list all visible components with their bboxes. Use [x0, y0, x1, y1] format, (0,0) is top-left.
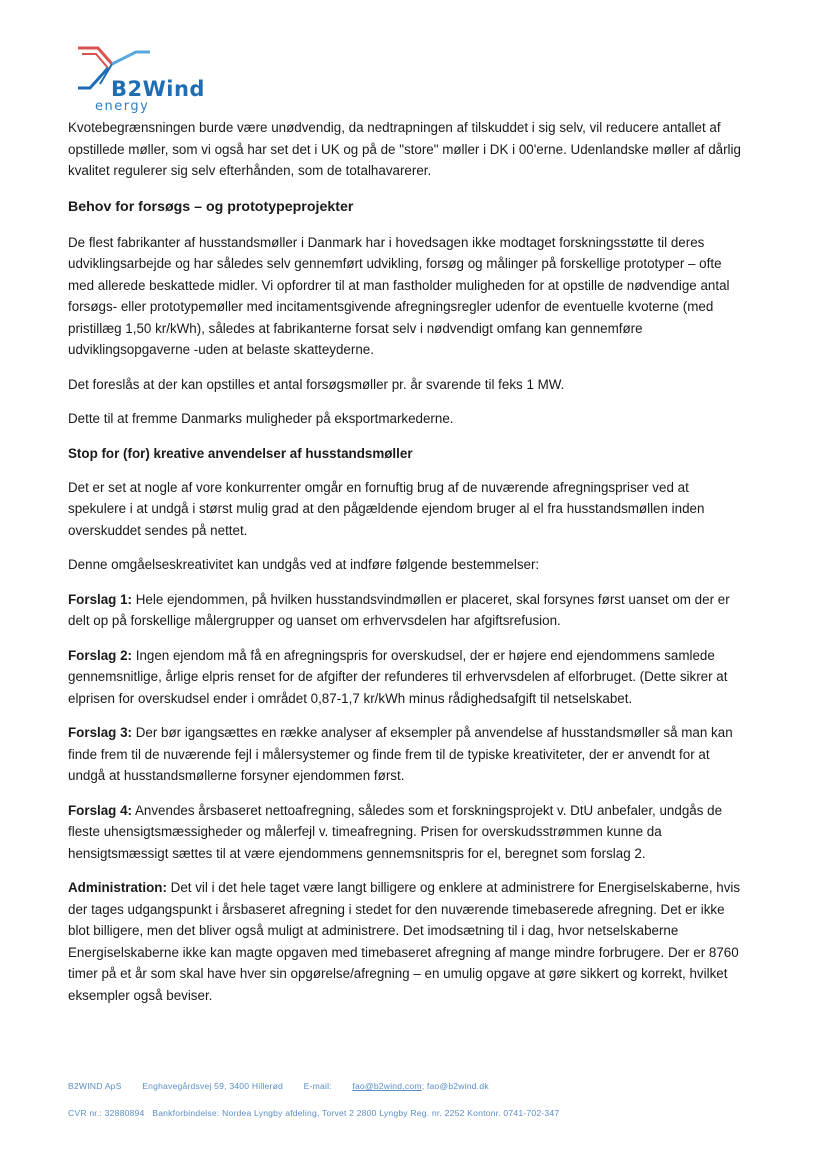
- forslag-1-text: Hele ejendommen, på hvilken husstandsvindmøllen er placeret, skal forsynes først uanset om der er delt op på forskellige målergrupper og uanset om erhvervsdelen har afgiftsrefusion.: [68, 591, 730, 628]
- prototype-paragraph-1: De flest fabrikanter af husstandsmøller i Danmark har i hovedsagen ikke modtaget forskningsstøtte til deres udviklingsarbejde og har således selv gennemført udvikling, forsøg og målinger på forskellige prototyper – ofte med allerede beskattede midler. Vi opfordrer til at man fastholder muligheden for at opstille de nødvendige antal forsøgs- eller prototypemøller med incitamentsgivende afregningsregler udenfor de eventuelle kvoterne (med pristillæg 1,50 kr/kWh), således at fabrikanterne forsat selv i nødvendigt omfang kan gennemføre udviklingsopgaverne -uden at belaste skatteyderne.: [68, 234, 730, 357]
- company-logo: [76, 44, 226, 116]
- prototype-paragraph-2: Det foreslås at der kan opstilles et antal forsøgsmøller pr. år svarende til feks 1 MW.: [68, 376, 565, 392]
- footer-email-label: E-mail:: [303, 1081, 332, 1091]
- administration-text: Det vil i det hele taget være langt billigere og enklere at administrere for Energiselskaberne, hvis der tages udgangspunkt i årsbaseret afregning i stedet for den nuværende timebaserede afregning. Det er ikke blot billigere, men det bliver også muligt at administrere. Det imodsætning til i dag, hvor netselskaberne Energiselskaberne ikke kan magte opgaven med timebaseret afregning af mange mindre forbrugere. Der er 8760 timer på et år som skal have hver sin opgørelse/afregning – en umulig opgave at gøre sikkert og korrekt, hvilket eksempler også beviser.: [68, 880, 741, 1003]
- footer-bank: Bankforbindelse: Nordea Lyngby afdeling, Torvet 2 2800 Lyngby Reg. nr. 2252 Kontonr. 0741-702-347: [152, 1108, 560, 1118]
- administration-label: Administration:: [68, 880, 167, 895]
- forslag-4-text: Anvendes årsbaseret nettoafregning, således som et forskningsprojekt v. DtU anbefaler, undgås de fleste uhensigtsmæssigheder og målerfejl v. timeafregning. Prisen for overskudsstrømmen kunne da hensigtsmæssigt sættes til at være ejendommens gennemsnitspris for el, beregnet som forslag 2.: [68, 802, 723, 861]
- forslag-1: [68, 589, 748, 632]
- logo-name: B2Wind: [111, 77, 205, 101]
- forslag-3-label: Forslag 3:: [68, 725, 132, 740]
- creative-use-paragraph-1: Det er set at nogle af vore konkurrenter omgår en fornuftig brug af de nuværende afregningspriser ved at spekulere i at undgå i størst mulig grad at den pågældende ejendom bruger al el fra husstandsmøllen inden overskuddet sendes på nettet.: [68, 479, 705, 538]
- section-heading-prototype: Behov for forsøgs – og prototypeprojekter: [68, 198, 354, 215]
- forslag-3: [68, 722, 748, 787]
- forslag-2: [68, 645, 748, 710]
- creative-use-paragraph-2: Denne omgåelseskreativitet kan undgås ved at indføre følgende bestemmelser:: [68, 557, 540, 572]
- section-heading-creative-use: Stop for (for) kreative anvendelser af husstandsmøller: [68, 445, 413, 461]
- intro-paragraph: Kvotebegrænsningen burde være unødvendig, da nedtrapningen af tilskuddet i sig selv, vil reducere antallet af opstillede møller, som vi også har set det i UK og på de "store" møller i DK i 00'erne. Udenlandske møller af dårlig kvalitet regulerer sig selv efterhånden, som de totalhavarerer.: [68, 120, 741, 178]
- forslag-2-text: Ingen ejendom må få en afregningspris for overskudsel, der er højere end ejendommens samlede gennemsnitlige, årlige elpris renset for de afgifter der refunderes til erhvervsdelen af elforbruget. (Dette sikrer at elprisen for overskudsel ender i området 0,87-1,7 kr/kWh minus rådighedsafgift til netselskabet.: [68, 647, 728, 706]
- forslag-3-text: Der bør igangsættes en række analyser af eksempler på anvendelse af husstandsmøller så man kan finde frem til de nuværende fejl i målersystemer og finde frem til de typiske kreativiteter, der er anvendt for at undgå at husstandsmøllerne forsyner ejendommen først.: [68, 725, 733, 783]
- prototype-paragraph-3: Dette til at fremme Danmarks muligheder på eksportmarkederne.: [68, 411, 454, 426]
- forslag-2-label: Forslag 2:: [68, 647, 132, 663]
- forslag-4: [68, 800, 748, 865]
- footer-contact-line: [68, 1081, 768, 1091]
- footer-email-link[interactable]: fao@b2wind.com: [352, 1081, 422, 1091]
- footer-cvr: CVR nr.: 32880894: [68, 1108, 145, 1118]
- document-body: [68, 117, 748, 1019]
- logo-subtitle: energy: [95, 99, 150, 114]
- administration-paragraph: [68, 877, 748, 1006]
- forslag-1-label: Forslag 1:: [68, 591, 132, 607]
- footer-address: Enghavegårdsvej 59, 3400 Hillerød: [142, 1081, 284, 1091]
- footer-company: B2WIND ApS: [68, 1081, 122, 1091]
- footer-email-2: ; fao@b2wind.dk: [421, 1081, 489, 1091]
- footer-bank-line: [68, 1108, 768, 1118]
- forslag-4-label: Forslag 4:: [68, 802, 132, 818]
